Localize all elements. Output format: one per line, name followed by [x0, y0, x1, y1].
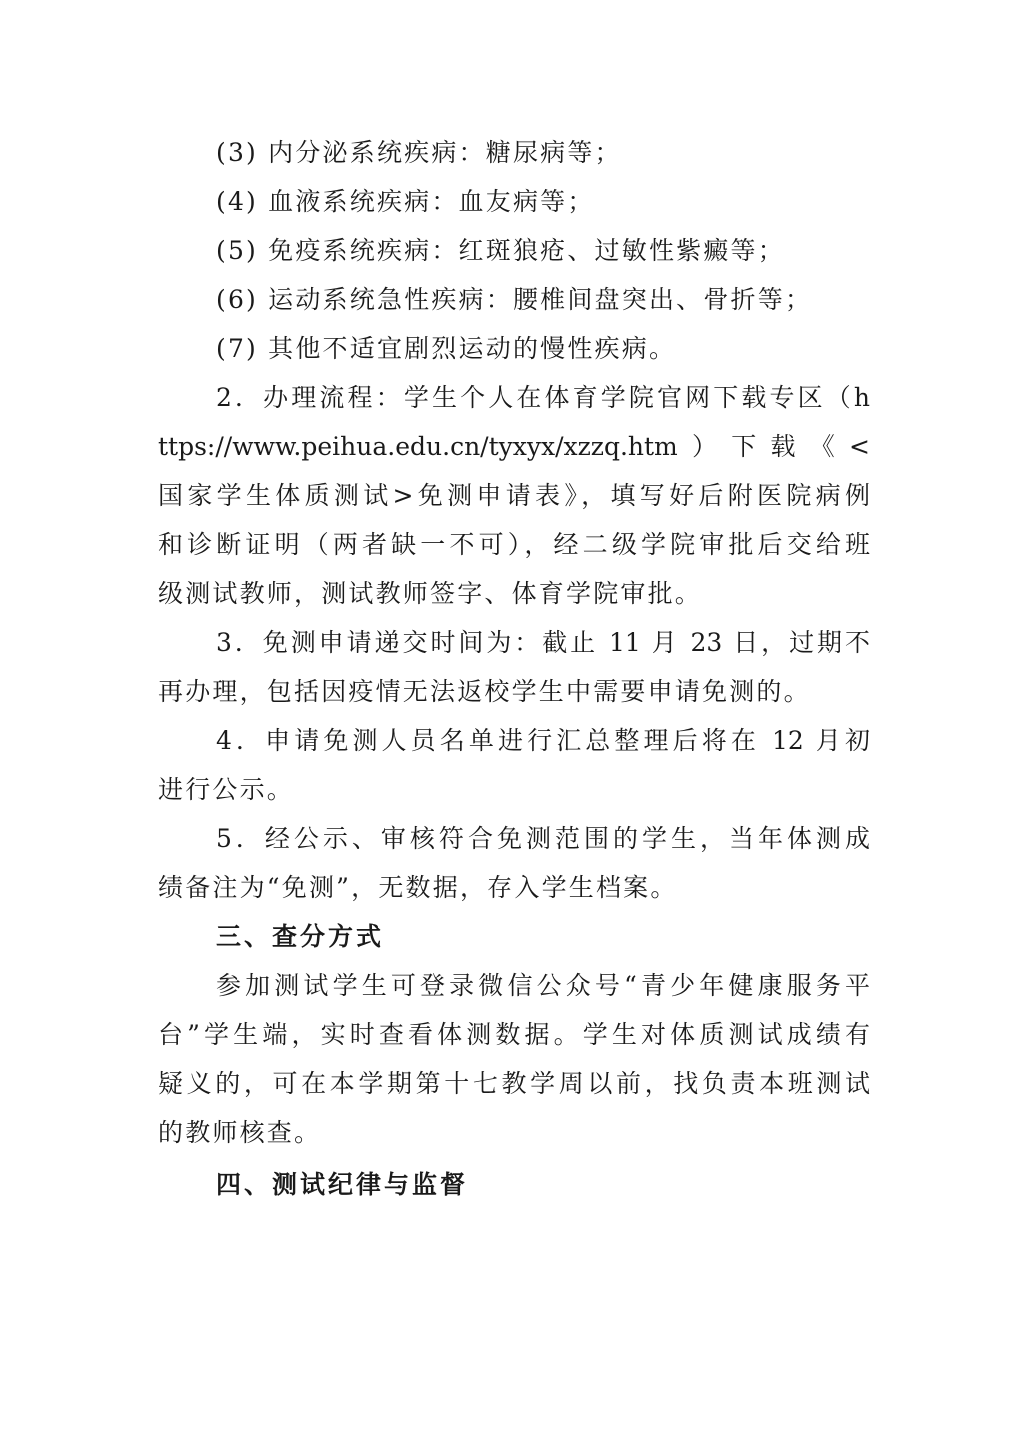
score-query-line-4: 的教师核查。	[158, 1118, 322, 1147]
score-query-line-1: 参加测试学生可登录微信公众号“青少年健康服务平	[216, 971, 870, 1000]
publicity-line-1: 4．申请免测人员名单进行汇总整理后将在 12 月初	[216, 726, 870, 755]
process-line-3: 国家学生体质测试>免测申请表》，填写好后附医院病例	[158, 481, 870, 510]
process-line-5: 级测试教师，测试教师签字、体育学院审批。	[158, 579, 703, 608]
list-item-motor: (6) 运动系统急性疾病：腰椎间盘突出、骨折等；	[216, 285, 813, 314]
deadline-line-1: 3．免测申请递交时间为：截止 11 月 23 日，过期不	[216, 628, 870, 657]
publicity-line-2: 进行公示。	[158, 775, 295, 804]
section-heading-discipline: 四、测试纪律与监督	[216, 1170, 469, 1199]
list-item-endocrine: (3) 内分泌系统疾病：糖尿病等；	[216, 138, 622, 167]
list-item-chronic: (7) 其他不适宜剧烈运动的慢性疾病。	[216, 334, 677, 363]
list-item-blood: (4) 血液系统疾病：血友病等；	[216, 187, 595, 216]
section-heading-score-query: 三、查分方式	[216, 922, 385, 951]
score-query-line-2: 台”学生端，实时查看体测数据。学生对体质测试成绩有	[158, 1020, 870, 1049]
deadline-line-2: 再办理，包括因疫情无法返校学生中需要申请免测的。	[158, 677, 811, 706]
list-item-immune: (5) 免疫系统疾病：红斑狼疮、过敏性紫癜等；	[216, 236, 785, 265]
process-line-2: ttps://www.peihua.edu.cn/tyxyx/xzzq.htm）下载《<	[158, 432, 870, 461]
document-page	[158, 128, 870, 1209]
record-line-1: 5．经公示、审核符合免测范围的学生，当年体测成	[216, 824, 870, 853]
record-line-2: 绩备注为“免测”，无数据，存入学生档案。	[158, 873, 678, 902]
score-query-line-3: 疑义的，可在本学期第十七教学周以前，找负责本班测试	[158, 1069, 870, 1098]
process-line-4: 和诊断证明（两者缺一不可），经二级学院审批后交给班	[158, 530, 870, 559]
process-line-1: 2．办理流程：学生个人在体育学院官网下载专区（h	[216, 383, 870, 412]
